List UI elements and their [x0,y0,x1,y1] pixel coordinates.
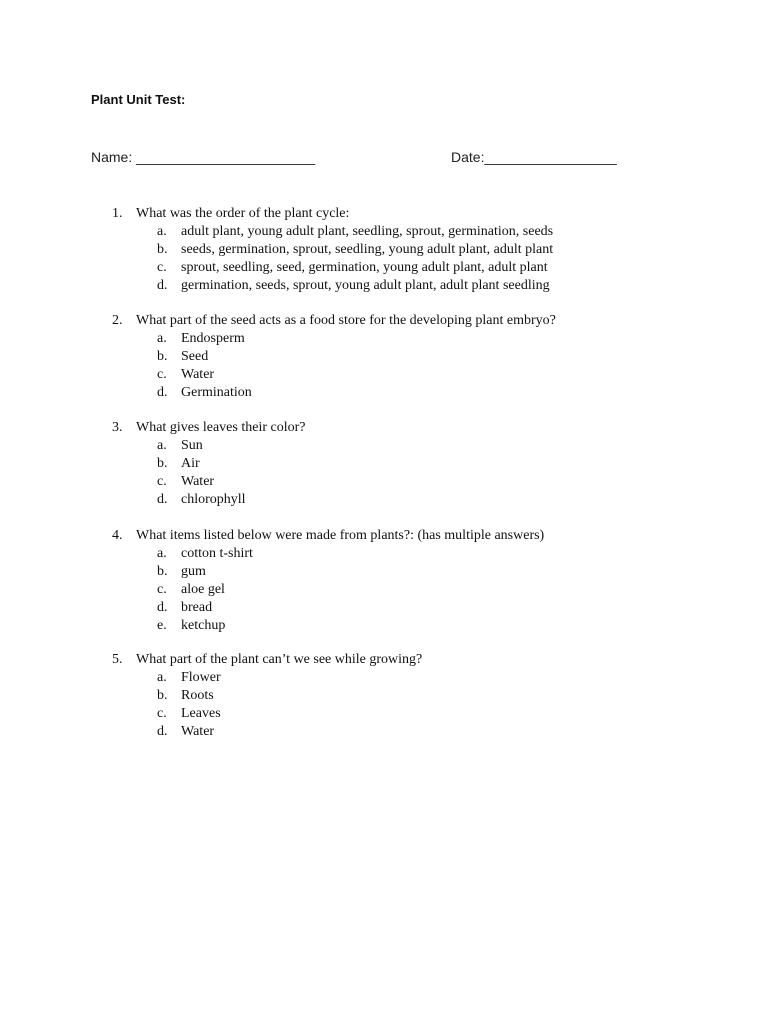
option-text: gum [181,564,206,579]
option-text: chlorophyll [181,492,246,507]
option-text: bread [181,600,213,615]
option-letter: d. [157,492,168,507]
option-letter: a. [157,670,167,685]
question-number: 4. [112,528,123,543]
option-text: Sun [181,438,203,453]
option-letter: b. [157,688,168,703]
question-text: What part of the plant can’t we see while growing? [136,652,423,667]
option-text: Roots [181,688,214,703]
option-text: aloe gel [181,582,225,597]
option-letter: a. [157,331,167,346]
option-text: germination, seeds, sprout, young adult plant, adult plant seedling [181,278,550,293]
option-letter: b. [157,564,168,579]
option-letter: b. [157,349,168,364]
option-letter: b. [157,456,168,471]
option-letter: d. [157,385,168,400]
option-text: Water [181,724,215,739]
option-letter: d. [157,724,168,739]
option-text: Germination [181,385,252,400]
option-text: Leaves [181,706,221,721]
option-text: Water [181,367,215,382]
option-letter: c. [157,706,167,721]
question-number: 1. [112,206,123,221]
name-field: Name: _______________________ [91,149,316,165]
option-letter: c. [157,582,167,597]
question-text: What part of the seed acts as a food store for the developing plant embryo? [136,313,556,328]
question-text: What was the order of the plant cycle: [136,206,350,221]
option-text: ketchup [181,618,226,633]
option-text: adult plant, young adult plant, seedling, sprout, germination, seeds [181,224,554,239]
option-letter: a. [157,438,167,453]
question-number: 3. [112,420,123,435]
option-text: Air [181,456,200,471]
option-letter: a. [157,546,167,561]
option-text: Seed [181,349,209,364]
option-letter: a. [157,224,167,239]
question-number: 2. [112,313,123,328]
option-letter: e. [157,618,167,633]
date-field: Date:_________________ [451,149,617,165]
document-title: Plant Unit Test: [91,92,186,107]
question-text: What gives leaves their color? [136,420,306,435]
option-letter: c. [157,260,167,275]
option-letter: c. [157,367,167,382]
option-letter: d. [157,278,168,293]
option-text: Endosperm [181,331,245,346]
question-text: What items listed below were made from plants?: (has multiple answers) [136,528,545,543]
option-text: sprout, seedling, seed, germination, young adult plant, adult plant [181,260,548,275]
option-text: cotton t-shirt [181,546,253,561]
option-text: seeds, germination, sprout, seedling, young adult plant, adult plant [181,242,554,257]
option-letter: c. [157,474,167,489]
option-letter: d. [157,600,168,615]
option-text: Flower [181,670,221,685]
question-number: 5. [112,652,123,667]
option-text: Water [181,474,215,489]
option-letter: b. [157,242,168,257]
